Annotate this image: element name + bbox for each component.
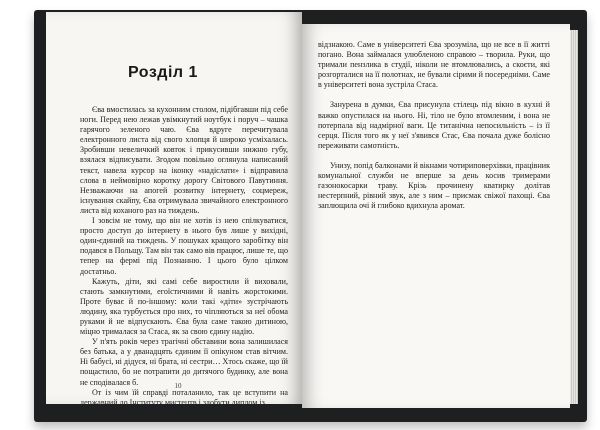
paragraph: Кажуть, діти, які самі себе виростили й виховали, стають замкнутими, егоїстичними й навіть жорстокими. Проте буває й по-іншому: коли такі «діти» зустрічають людину, яка турбується про них, то чіпляються за неї обома руками й не відпускають. Єва була саме такою дитиною, міцно трималася за Стаса, як за свою єдину надію. bbox=[80, 276, 288, 337]
paragraph: От із чим їй справді поталанило, так це вступити на державний до Інституту мистецтв і здобути диплом із bbox=[80, 387, 288, 407]
page-edges bbox=[570, 30, 578, 404]
chapter-title: Розділ 1 bbox=[128, 64, 198, 81]
paragraph: Унизу, попід балконами й вікнами чотириповерхівки, працівник комунальної служби не вперше за день косив тримерами газонокосарки траву. Крізь прочинену кватирку долітав нестерпний, рівний звук, але з ним – присмак свіжої пахощі. Єва заплющила очі й глибоко вдихнула аромат. bbox=[318, 160, 550, 211]
paragraph: Занурена в думки, Єва присунула стілець під вікно в кухні й важко опустилася на нього. Ні, тіло не було втомленим, і вона не потерпала від надмірної ваги. Це титанічна непосильність – із її серця. Після того як у неї з'явився Стас, Єва почала дуже болісно переживати самотність. bbox=[318, 100, 550, 150]
page-number: 10 bbox=[174, 382, 182, 390]
right-page-text bbox=[318, 40, 550, 211]
left-page-text bbox=[80, 105, 288, 408]
paragraph: Єва вмостилась за кухонним столом, підібгавши під себе ноги. Перед нею лежав увімкнутий ноутбук і поруч – чашка гарячого зеленого чаю. Єва вдруге перечитувала електронного листа від свого хлопця й широко усміхалась. Зробивши невеличкий ковток і прикусивши нижню губу, взялася відписувати. Згодом повільно оглянула написаний текст, навела курсор на іконку «надіслати» і відправила слова в неймовірно коротку дорогу Світового Павутиння. Незважаючи на апогей розвитку інтернету, соцмереж, існування скайпу, Єва отримувала звичайного електронного листа від коханого раз на тиждень. bbox=[80, 105, 288, 215]
paragraph: відзнакою. Саме в університеті Єва зрозуміла, що не все в її житті погано. Вона займалася улюбленою справою – творила. Руки, що тримали пензлика в студії, ніколи не втомлювались, а скоєти, які розгорталися на її полотнах, не бували сірими й посередніми. Саме в університеті вона зустріла Стаса. bbox=[318, 40, 550, 90]
paragraph: У п'ять років через трагічні обставини вона залишилася без батька, а у дванадцять єдиним її опікуном став вітчим. Ні бабусі, ні дідуся, ні брата, ні сестри… Хтось скаже, що їй пощастило, бо не потрапити до дитячого будинку, але вона не сподівалася б. bbox=[80, 337, 288, 387]
paragraph: І зовсім не тому, що він не хотів із нею спілкуватися, просто доступ до інтернету в нього був лише у вихідні, один-єдиний на тиждень. У пошуках кращого заробітку він подався в Польщу. Там він так само вів працює, лише те, що тепер на фермі під Познанню. І цього було цілком достатньо. bbox=[80, 216, 288, 276]
